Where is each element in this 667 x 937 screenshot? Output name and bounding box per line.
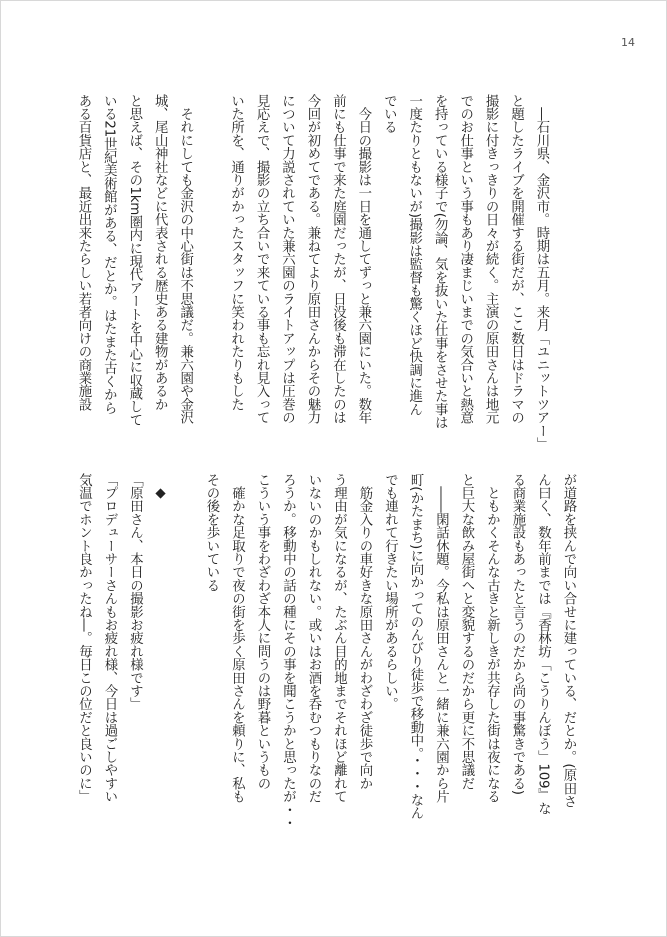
text-column: 「原田さん、本日の撮影お疲れ様です」 (127, 473, 143, 711)
text-column: 気温でホント良かったね―。毎日この位だと良いのに」 (76, 473, 92, 803)
text-column: 今日の撮影は一日を通してずっと兼六園にいた。数年 (355, 94, 371, 424)
text-column: 町(かたまち)に向かってのんびり徒歩で移動中。・・・なん (408, 473, 423, 820)
text-column: ――閑話休題。今私は原田さんと一緒に兼六園から片 (433, 473, 449, 803)
text-column: いないのかもしれない。或いはお酒を呑むつもりなのだ (306, 473, 321, 803)
text-column: 筋金入りの車好きな原田さんがわざわざ徒歩で向か (357, 473, 372, 790)
text-column: る商業施設もあったと言うのだから尚の事驚きである) (510, 473, 525, 795)
text-column: ある百貨店と、最近出来たらしい若者向けの商業施設 (75, 94, 91, 411)
text-column: ◆ (153, 473, 168, 501)
text-column: それにしても金沢の中心街は不思議だ。兼六園や金沢 (177, 94, 193, 424)
text-column: いた所を、通りがかったスタッフに笑われたりもした (228, 94, 244, 411)
text-column: いる21世紀美術館がある、だとか。はたまた古くから (101, 94, 117, 415)
text-column: 見応えで、撮影の立ち合いで来ている事も忘れ見入って (254, 94, 270, 424)
text-column: ん曰く、数年前までは『香林坊「こうりんぼう」109』な (535, 473, 551, 815)
text-column: が道路を挟んで向い合せに建っている、だとか。(原田さ (561, 473, 576, 809)
text-column: 城、尾山神社などに代表される歴史ある建物があるか (152, 94, 168, 411)
text-column: でのお仕事という事もあり凄まじいまでの気合いと熱意 (457, 94, 473, 424)
text-column: ―石川県、金沢市。時期は五月。来月「ユニットツアー」 (534, 94, 549, 451)
text-column: 確かな足取りで夜の街を歩く原田さんを頼りに、私も (229, 473, 245, 803)
page-number: 14 (621, 36, 635, 49)
text-column: と巨大な飲み屋街へと変貌するのだから更に不思議だ (459, 473, 474, 790)
text-column: ともかくそんな古きと新しきが共存した街は夜になる (484, 473, 500, 803)
text-column: ろうか。移動中の話の種にその事を聞こうかと思ったが・・ (280, 473, 296, 830)
text-column: 今回が初めてである。兼ねてより原田さんからその魅力 (304, 94, 320, 424)
text-column: と題したライブを開催する街だが、ここ数日はドラマの (508, 94, 524, 424)
text-column: 「プロデューサーさんもお疲れ様、今日は過ごしやすい (102, 473, 117, 803)
text-column: こういう事をわざわざ本人に問うのは野暮というもの (255, 473, 270, 790)
text-column: 前にも仕事で来た庭園だったが、日没後も滞在したのは (330, 94, 346, 424)
text-column: う理由が気になるが、たぶん目的地までそれほど離れて (331, 473, 347, 803)
text-column: と思えば、その1km圏内に現代アートを中心に収蔵して (126, 94, 142, 427)
text-column: 撮影に付きっきりの日々が続く。主演の原田さんは地元 (483, 94, 499, 424)
text-column: について力説されていた兼六園のライトアップは圧巻の (279, 94, 295, 424)
text-column: でも連れて行きたい場所があるらしい。 (382, 473, 398, 711)
text-column: その後を歩いている (204, 473, 219, 592)
text-column: を持っている様子で(勿論、気を抜いた仕事をさせた事は (432, 94, 448, 430)
text-column: 一度たりともないが)撮影は監督も驚くほど快調に進ん (406, 94, 422, 416)
text-column: でいる (381, 94, 397, 134)
